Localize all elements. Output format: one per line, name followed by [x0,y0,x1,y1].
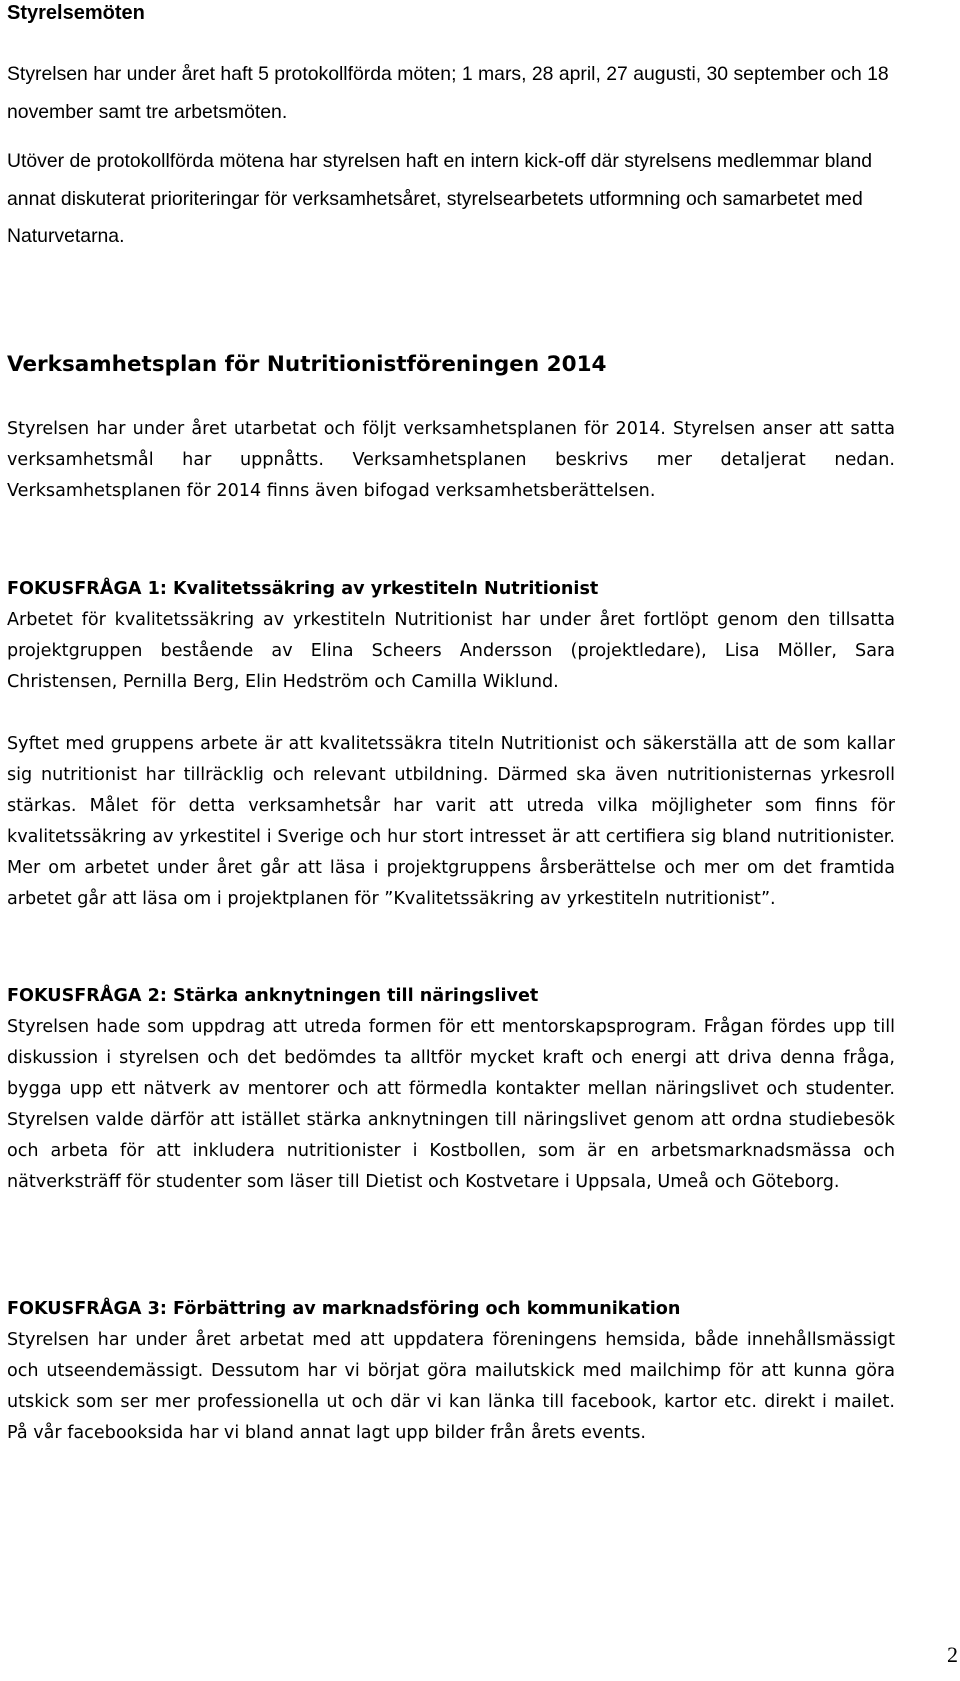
paragraph-focus-1b: Syftet med gruppens arbete är att kvalitetssäkra titeln Nutritionist och säkerställa att de som kallar sig nutritionist har tillräcklig och relevant utbildning. Därmed ska även nutritionisternas yrkesroll stärkas. Målet för detta verksamhetsår har varit att utreda vilka möjligheter som finns för kvalitetssäkring av yrkestitel i Sverige och hur stort intresset är att certifiera sig bland nutritionister. Mer om arbetet under året går att läsa i projektgruppens årsberättelse och mer om det framtida arbetet går att läsa om i projektplanen för ”Kvalitetssäkring av yrkestiteln nutritionist”. [7,734,895,909]
focus-heading-2: FOKUSFRÅGA 2: Stärka anknytningen till näringslivet [7,986,539,1006]
focus-heading-3: FOKUSFRÅGA 3: Förbättring av marknadsföring och kommunikation [7,1299,681,1319]
section-heading-verksamhetsplan: Verksamhetsplan för Nutritionistföreningen 2014 [7,352,607,377]
focus-heading-1: FOKUSFRÅGA 1: Kvalitetssäkring av yrkestiteln Nutritionist [7,579,599,599]
paragraph-focus-3: Styrelsen har under året arbetat med att uppdatera föreningens hemsida, både innehållsmässigt och utseendemässigt. Dessutom har vi börjat göra mailutskick med mailchimp för att kunna göra utskick som ser mer professionella ut och där vi kan länka till facebook, kartor etc. direkt i mailet. På vår facebooksida har vi bland annat lagt upp bilder från årets events. [7,1330,895,1443]
page-number: 2 [947,1642,958,1667]
paragraph-focus-1a: Arbetet för kvalitetssäkring av yrkestiteln Nutritionist har under året fortlöpt genom den tillsatta projektgruppen bestående av Elina Scheers Andersson (projektledare), Lisa Möller, Sara Christensen, Pernilla Berg, Elin Hedström och Camilla Wiklund. [7,610,895,692]
section-heading-styrelsemoten: Styrelsemöten [7,2,145,24]
paragraph-styrelsemoten-1: Styrelsen har under året haft 5 protokollförda möten; 1 mars, 28 april, 27 augusti, 30 september och 18 november samt tre arbetsmöten. [7,63,889,123]
paragraph-verksamhetsplan: Styrelsen har under året utarbetat och följt verksamhetsplanen för 2014. Styrelsen anser att satta verksamhetsmål har uppnåtts. Verksamhetsplanen beskrivs mer detaljerat nedan. Verksamhetsplanen för 2014 finns även bifogad verksamhetsberättelsen. [7,419,895,501]
paragraph-focus-2: Styrelsen hade som uppdrag att utreda formen för ett mentorskapsprogram. Frågan fördes upp till diskussion i styrelsen och det bedömdes ta alltför mycket kraft och energi att driva denna fråga, bygga upp ett nätverk av mentorer och att förmedla kontakter mellan näringslivet och studenter. Styrelsen valde därför att istället stärka anknytningen till näringslivet genom att ordna studiebesök och arbeta för att inkludera nutritionister i Kostbollen, som är en arbetsmarknadsmässa och nätverksträff för studenter som läser till Dietist och Kostvetare i Uppsala, Umeå och Göteborg. [7,1017,895,1192]
paragraph-styrelsemoten-2: Utöver de protokollförda mötena har styrelsen haft en intern kick-off där styrelsens medlemmar bland annat diskuterat prioriteringar för verksamhetsåret, styrelsearbetets utformning och samarbetet med Naturvetarna. [7,150,873,247]
